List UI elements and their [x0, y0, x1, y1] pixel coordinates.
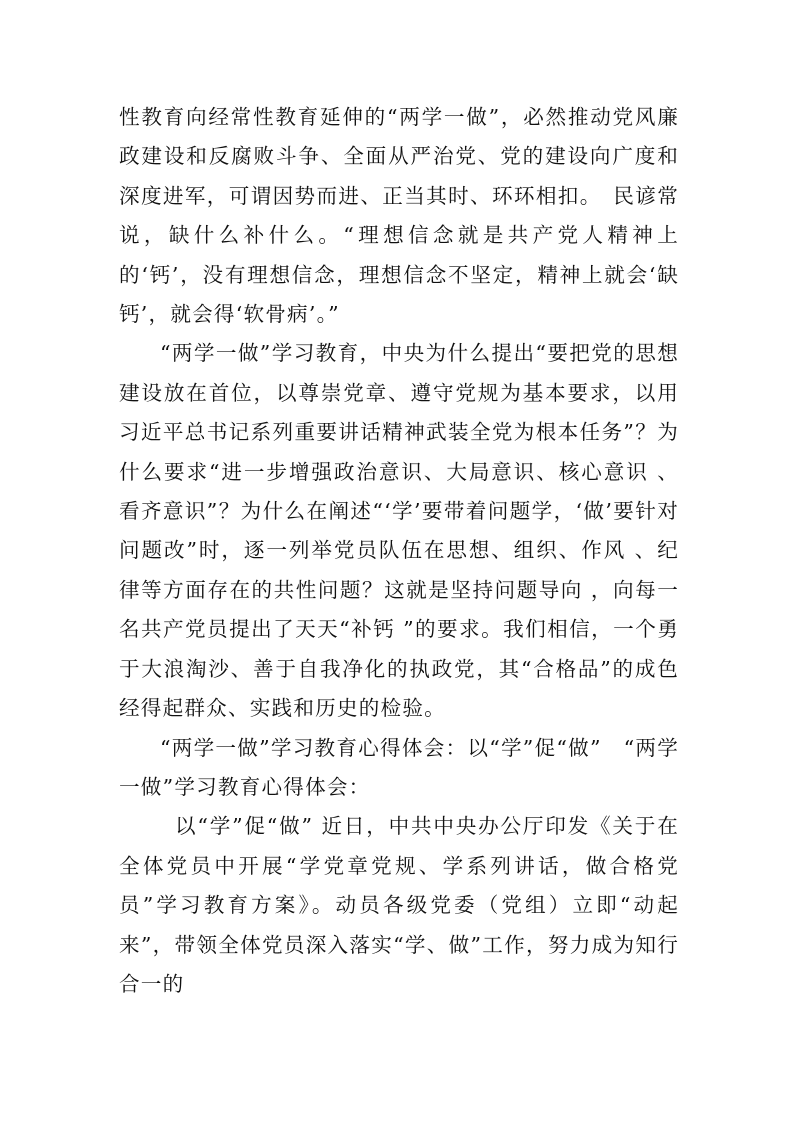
- paragraph-learn-promote-do: 以“学”促“做” 近日，中共中央办公厅印发《关于在全体党员中开展“学党章党规、学系列讲话，做合格党员”学习教育方案》。动员各级党委（党组）立即“动起来”，带领全体党员深入落实“学、做”工作，努力成为知行合一的: [119, 814, 679, 996]
- paragraph-two-learn-one-do-questions: “两学一做”学习教育，中央为什么提出“要把党的思想建设放在首位，以尊崇党章、遵守党规为基本要求，以用习近平总书记系列重要讲话精神武装全党为根本任务”？为什么要求“进一步增强政治意识、大局意识、核心意识 、看齐意识”？为什么在阐述“‘学’要带着问题学，‘做’要针对问题改”时，逐一列举党员队伍在思想、组织、作风 、纪律等方面存在的共性问题？这就是坚持问题导向 ，向每一名共产党员提出了天天“补钙 ”的要求。我们相信，一个勇于大浪淘沙、善于自我净化的执政党，其“合格品”的成色经得起群众、实践和历史的检验。: [119, 341, 679, 721]
- paragraph-heading-insights: “两学一做”学习教育心得体会：以“学”促“做” “两学一做”学习教育心得体会：: [119, 735, 679, 799]
- paragraph-continuation: 性教育向经常性教育延伸的“两学一做”，必然推动党风廉政建设和反腐败斗争、全面从严治党、党的建设向广度和深度进军，可谓因势而进、正当其时、环环相扣。 民谚常说，缺什么补什么。“理想信念就是共产党人精神上的‘钙’，没有理想信念，理想信念不坚定，精神上就会‘缺钙’，就会得‘软骨病’。”: [119, 105, 679, 327]
- document-body: [119, 98, 679, 1004]
